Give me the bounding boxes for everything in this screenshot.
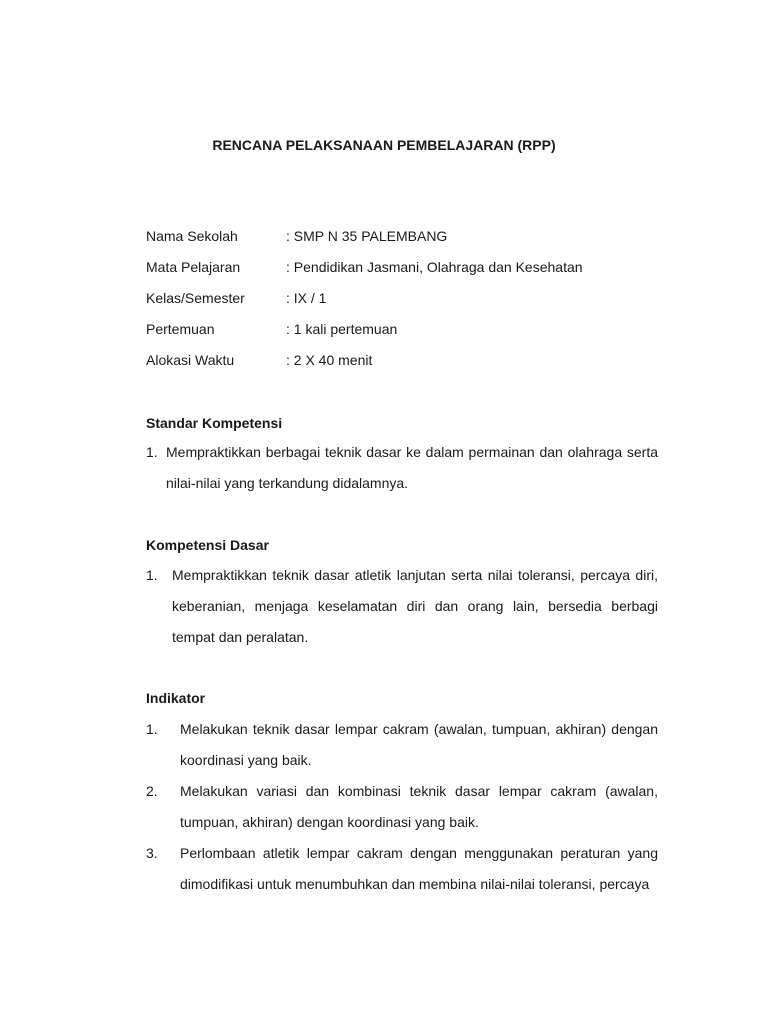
section-heading-indikator: Indikator bbox=[146, 690, 206, 706]
identity-row-class bbox=[146, 289, 666, 320]
identity-row-time bbox=[146, 351, 666, 382]
standar-kompetensi-item bbox=[146, 437, 658, 499]
indikator-item bbox=[146, 776, 658, 838]
item-text: Perlombaan atletik lempar cakram dengan menggunakan peraturan yang dimodifikasi untuk menumbuhkan dan membina nilai-nilai toleransi, percaya bbox=[180, 845, 658, 892]
section-heading-kompetensi-dasar: Kompetensi Dasar bbox=[146, 537, 269, 553]
kompetensi-dasar-item bbox=[146, 560, 658, 653]
identity-label: Nama Sekolah bbox=[146, 228, 238, 244]
identity-label: Alokasi Waktu bbox=[146, 352, 235, 368]
section-heading-standar-kompetensi: Standar Kompetensi bbox=[146, 415, 283, 431]
identity-row-subject bbox=[146, 258, 666, 289]
identity-value: : 1 kali pertemuan bbox=[286, 321, 398, 337]
item-number: 1. bbox=[146, 567, 158, 583]
identity-row-meeting bbox=[146, 320, 666, 351]
identity-value: : SMP N 35 PALEMBANG bbox=[286, 228, 448, 244]
item-text: Melakukan teknik dasar lempar cakram (awalan, tumpuan, akhiran) dengan koordinasi yang baik. bbox=[180, 721, 658, 768]
identity-row-school bbox=[146, 227, 666, 258]
identity-label: Pertemuan bbox=[146, 321, 215, 337]
item-text: Mempraktikkan teknik dasar atletik lanjutan serta nilai toleransi, percaya diri, keberanian, menjaga keselamatan diri dan orang lain, bersedia berbagi tempat dan peralatan. bbox=[172, 567, 658, 645]
item-number: 1. bbox=[146, 444, 158, 460]
item-text: Melakukan variasi dan kombinasi teknik dasar lempar cakram (awalan, tumpuan, akhiran) dengan koordinasi yang baik. bbox=[180, 783, 658, 830]
item-number: 3. bbox=[146, 845, 158, 861]
item-number: 1. bbox=[146, 721, 158, 737]
identity-value: : IX / 1 bbox=[286, 290, 327, 306]
identity-label: Kelas/Semester bbox=[146, 290, 245, 306]
document-title: RENCANA PELAKSANAAN PEMBELAJARAN (RPP) bbox=[212, 137, 556, 153]
indikator-item bbox=[146, 838, 658, 900]
identity-value: : Pendidikan Jasmani, Olahraga dan Kesehatan bbox=[286, 259, 583, 275]
indikator-item bbox=[146, 714, 658, 776]
identity-block bbox=[146, 227, 666, 382]
item-number: 2. bbox=[146, 783, 158, 799]
identity-value: : 2 X 40 menit bbox=[286, 352, 373, 368]
identity-label: Mata Pelajaran bbox=[146, 259, 241, 275]
item-text: Mempraktikkan berbagai teknik dasar ke dalam permainan dan olahraga serta nilai-nilai yang terkandung didalamnya. bbox=[166, 444, 658, 491]
